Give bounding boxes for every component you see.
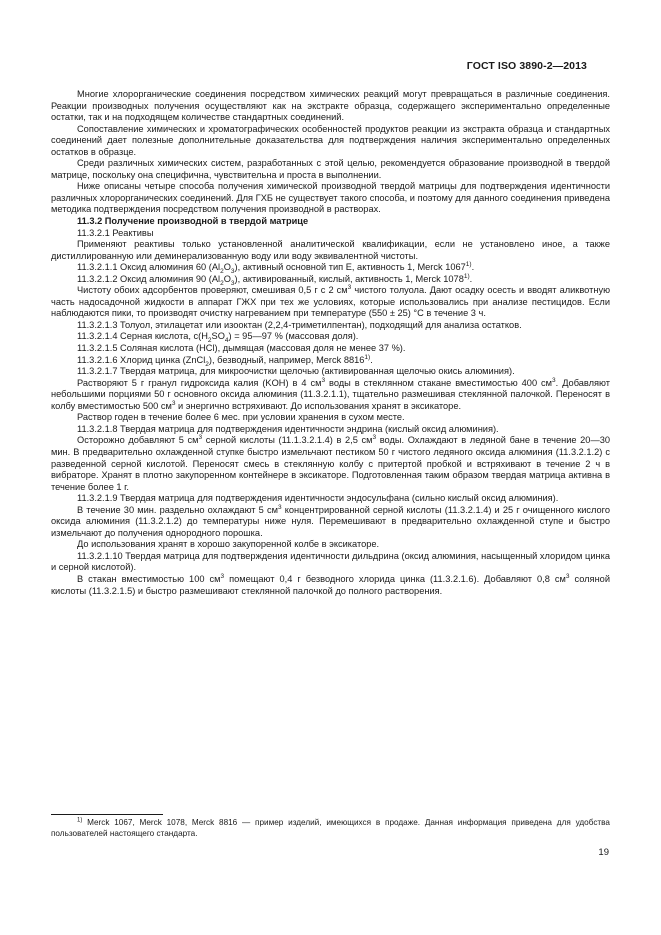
paragraph: Многие хлорорганические соединения посредством химических реакций могут превращаться в различные соединения. Реакции производных получения осуществляют как на экстракте образца, содержащего экспериментально определенные остатки, так и на подходящем количестве стандартных соединений. xyxy=(51,89,610,123)
paragraph: Чистоту обоих адсорбентов проверяют, смешивая 0,5 г с 2 $см^3$ чистого толуола. Дают осадку осесть и вводят аликвотную часть надосадочной жидкости в аппарат ГЖХ при тех же условиях, которые использовались при анализе пестицидов. Если наблюдаются пики, то производят очистку нагреванием при температуре (550 ± 25) °С в течение 3 ч. xyxy=(51,284,611,319)
footnote-ref: 1) xyxy=(364,353,371,361)
paragraph: 11.3.2.1.4 Серная кислота, $с(H_2SO_4)$ = 95—97 % (массовая доля). xyxy=(77,331,359,345)
footnote-ref: 1) xyxy=(465,261,472,269)
paragraph: 11.3.2.1 Реактивы xyxy=(77,227,154,238)
paragraph: В стакан вместимостью 100 $см^3$ помещают 0,4 г безводного хлорида цинка (11.3.2.1.6). Добавляют 0,8 $см^3$ соляной кислоты (11.3.2.1.5) и быстро размешивают стеклянной палочкой до полного растворения. xyxy=(51,572,610,596)
paragraph: 11.3.2.1.2 Оксид алюминия 90 $(Al_2O_3)$, активированный, кислый, активность 1, Merck 1078$^{1)}$. xyxy=(77,272,473,287)
footnote-ref: 1) xyxy=(463,272,470,280)
body-text xyxy=(51,89,610,597)
page-number: 19 xyxy=(598,847,609,858)
section-heading: 11.3.2 Получение производной в твердой матрице xyxy=(77,216,309,227)
paragraph: Среди различных химических систем, разработанных с этой целью, рекомендуется образование производной в твердой матрице, поскольку она специфична, чувствительна и проста в выполнении. xyxy=(51,158,610,180)
paragraph: 11.3.2.1.9 Твердая матрица для подтверждения идентичности эндосульфана (сильно кислый оксид алюминия). xyxy=(77,493,559,504)
paragraph: 11.3.2.1.10 Твердая матрица для подтверждения идентичности дильдрина (оксид алюминия, насыщенный хлоридом цинка и серной кислотой). xyxy=(51,550,610,573)
standard-header: ГОСТ ISO 3890-2—2013 xyxy=(466,60,587,72)
footnote-marker: 1) xyxy=(77,817,83,824)
paragraph: 11.3.2.1.8 Твердая матрица для подтверждения идентичности эндрина (кислый оксид алюминия). xyxy=(77,423,499,434)
footnote-text: Merck 1067, Merck 1078, Merck 8816 — пример изделий, имеющихся в продаже. Данная информация приведена для удобства пользователей настоящего стандарта. xyxy=(51,818,610,838)
paragraph: Раствор годен в течение более 6 мес. при условии хранения в сухом месте. xyxy=(77,412,405,423)
footnote-divider xyxy=(51,814,163,815)
paragraph: В течение 30 мин. раздельно охлаждают 5 $см^3$ концентрированной серной кислоты (11.3.2.1.4) и 25 г очищенного кислого оксида алюминия (11.3.2.1.2) до температуры ниже нуля. Перемешивают в предварительно охлажденной ступе и быстро измельчают до получения однородного порошка. xyxy=(51,503,610,538)
paragraph: 11.3.2.1.7 Твердая матрица, для микроочистки щелочью (активированная щелочью окись алюминия). xyxy=(77,366,515,377)
paragraph: 11.3.2.1.5 Соляная кислота (HCl), дымящая (массовая доля не менее 37 %). xyxy=(77,343,406,354)
paragraph: Ниже описаны четыре способа получения химической производной твердой матрицы для подтверждения идентичности различных хлорорганических соединений. Для ГХБ не существует такого способа, и поэтому для данного соединения приведена методика подтверждения посредством получения производной в растворах. xyxy=(51,181,610,215)
paragraph: 11.3.2.1.6 Хлорид цинка (ZnCl$_2$), безводный, например, Merck 8816$^{1)}$. xyxy=(77,353,373,368)
paragraph: Применяют реактивы только установленной аналитической квалификации, если не установлено иное, а также дистиллированную или деминерализованную воду или воду эквивалентной чистоты. xyxy=(51,239,610,261)
paragraph: 11.3.2.1.3 Толуол, этилацетат или изооктан (2,2,4-триметилпентан), подходящий для анализа остатков. xyxy=(77,319,522,330)
footnote xyxy=(51,818,610,839)
paragraph: Осторожно добавляют 5 $см^3$ серной кислоты (11.1.3.2.1.4) в 2,5 $см^3$ воды. Охлаждают в ледяной бане в течение 20—30 мин. В предварительно охлажденной ступке быстро измельчают пестиком 50 г чистого ледяного оксида алюминия (11.3.2.1.2) с разведенной серной кислотой. Переносят смесь в стеклянную колбу с притертой пробкой и встряхивают в течение 2 ч в вибраторе. Хранят в плотно закупоренном контейнере в эксикаторе. Подготовленная таким образом твердая матрица активна в течение более 1 г. xyxy=(51,434,610,492)
paragraph: До использования хранят в хорошо закупоренной колбе в эксикаторе. xyxy=(77,539,380,550)
paragraph: Сопоставление химических и хроматографических особенностей продуктов реакции из экстракта образца и стандартных соединений дает полезные дополнительные доказательства для подтверждения наличия экспериментально определенных остатков в образце. xyxy=(51,123,610,157)
paragraph: 11.3.2.1.1 Оксид алюминия 60 $(Al_2O_3)$, активный основной тип E, активность 1, Merck 1067$^{1)}$. xyxy=(77,261,475,276)
paragraph: Растворяют 5 г гранул гидроксида калия (KOH) в 4 $см^3$ воды в стеклянном стакане вместимостью 400 $см^3$. Добавляют небольшими порциями 50 г основного оксида алюминия (11.3.2.1.1), тщательно размешивая стеклянной палочкой. Переносят в колбу вместимостью 500 $см^3$ и энергично встряхивают. До использования хранят в эксикаторе. xyxy=(51,376,611,411)
